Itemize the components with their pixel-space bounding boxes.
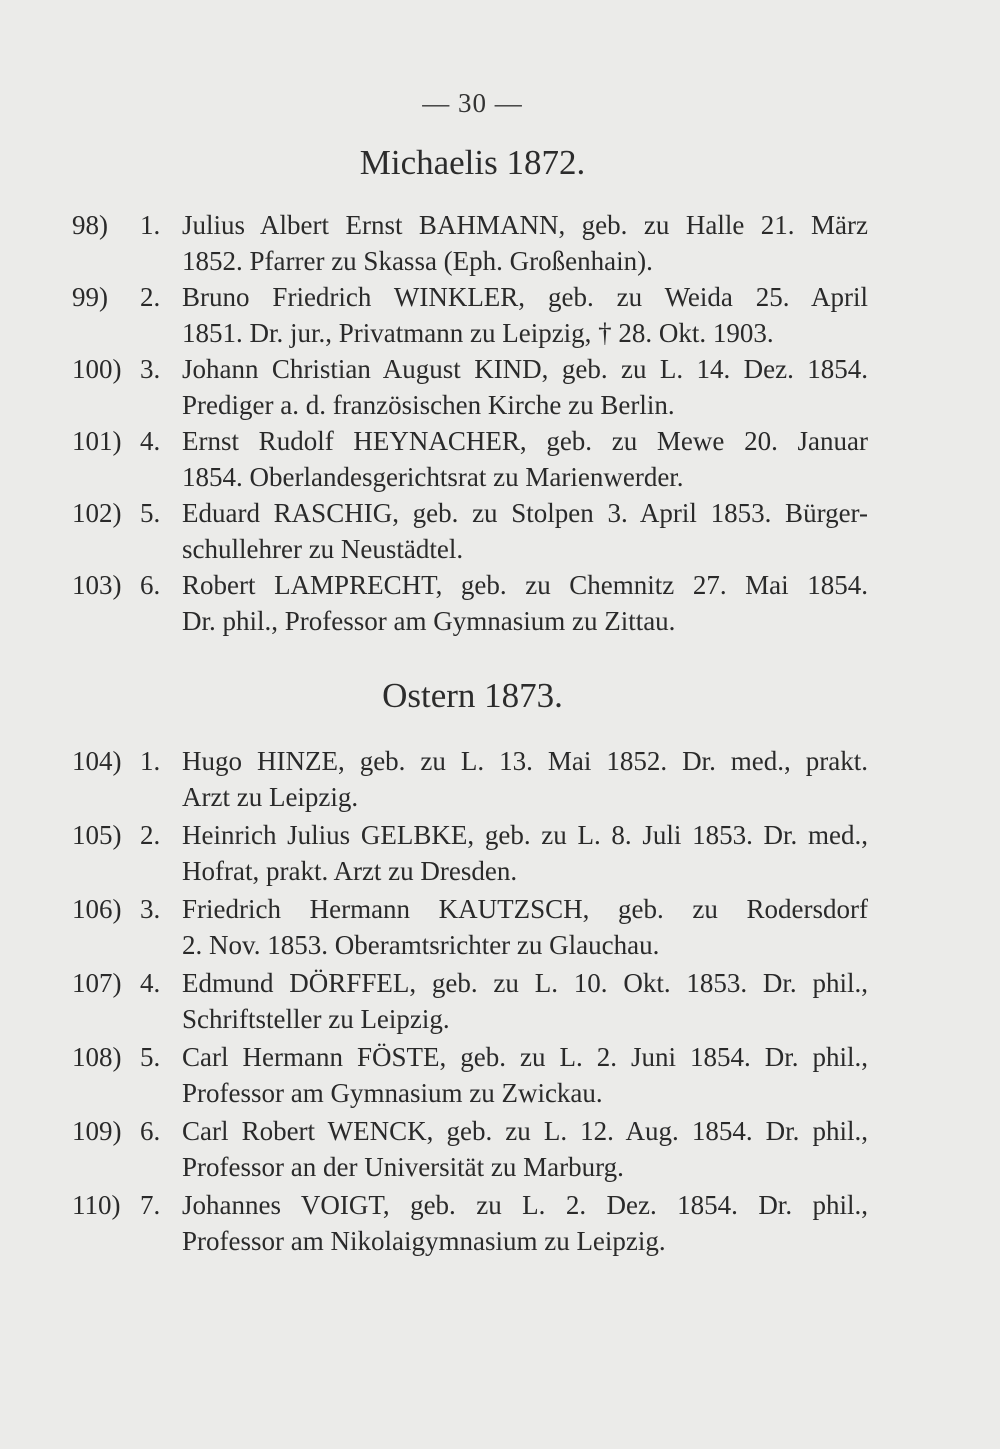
list-item bbox=[0, 1114, 1000, 1188]
entry-number: 107) bbox=[72, 968, 122, 998]
list-item bbox=[0, 1188, 1000, 1262]
entry-number: 110) bbox=[72, 1190, 121, 1220]
page-number: — 30 — bbox=[422, 88, 523, 118]
entry-line-1: Hugo HINZE, geb. zu L. 13. Mai 1852. Dr. med., prakt. bbox=[182, 746, 868, 776]
entry-subnumber: 4. bbox=[140, 426, 161, 456]
entry-number: 101) bbox=[72, 426, 122, 456]
entry-line-2: Schriftsteller zu Leipzig. bbox=[182, 1004, 450, 1034]
entry-subnumber: 3. bbox=[140, 354, 161, 384]
entry-line-2: Arzt zu Leipzig. bbox=[182, 782, 359, 812]
entry-subnumber: 7. bbox=[140, 1190, 161, 1220]
entry-number: 102) bbox=[72, 498, 122, 528]
entry-number: 103) bbox=[72, 570, 122, 600]
entry-line-2: schullehrer zu Neustädtel. bbox=[182, 534, 464, 564]
entry-number: 108) bbox=[72, 1042, 122, 1072]
entry-line-1: Friedrich Hermann KAUTZSCH, geb. zu Rodersdorf bbox=[182, 894, 868, 924]
entry-line-1: Ernst Rudolf HEYNACHER, geb. zu Mewe 20. Januar bbox=[182, 426, 868, 456]
entry-subnumber: 4. bbox=[140, 968, 161, 998]
section-heading-ostern: Ostern 1873. bbox=[382, 676, 563, 715]
entry-number: 98) bbox=[72, 210, 108, 240]
list-item bbox=[0, 424, 1000, 496]
entry-subnumber: 3. bbox=[140, 894, 161, 924]
entry-subnumber: 5. bbox=[140, 1042, 161, 1072]
entry-line-2: 1852. Pfarrer zu Skassa (Eph. Großenhain). bbox=[182, 246, 653, 276]
entry-line-2: Professor am Nikolaigymnasium zu Leipzig. bbox=[182, 1226, 666, 1256]
entry-line-1: Johann Christian August KIND, geb. zu L. 14. Dez. 1854. bbox=[182, 354, 868, 384]
list-item bbox=[0, 818, 1000, 892]
entry-number: 105) bbox=[72, 820, 122, 850]
entry-line-1: Heinrich Julius GELBKE, geb. zu L. 8. Juli 1853. Dr. med., bbox=[182, 820, 868, 850]
entry-line-2: Prediger a. d. französischen Kirche zu Berlin. bbox=[182, 390, 675, 420]
entry-line-1: Edmund DÖRFFEL, geb. zu L. 10. Okt. 1853. Dr. phil., bbox=[182, 968, 868, 998]
entry-line-2: 1854. Oberlandesgerichtsrat zu Marienwerder. bbox=[182, 462, 684, 492]
entry-subnumber: 6. bbox=[140, 570, 161, 600]
entry-subnumber: 6. bbox=[140, 1116, 161, 1146]
list-item bbox=[0, 744, 1000, 818]
entry-subnumber: 1. bbox=[140, 746, 161, 776]
list-item bbox=[0, 892, 1000, 966]
entry-line-1: Robert LAMPRECHT, geb. zu Chemnitz 27. Mai 1854. bbox=[182, 570, 868, 600]
entry-line-1: Carl Hermann FÖSTE, geb. zu L. 2. Juni 1854. Dr. phil., bbox=[182, 1042, 868, 1072]
entry-line-1: Eduard RASCHIG, geb. zu Stolpen 3. April 1853. Bürger- bbox=[182, 498, 868, 528]
entry-number: 109) bbox=[72, 1116, 122, 1146]
entry-number: 100) bbox=[72, 354, 122, 384]
entry-number: 104) bbox=[72, 746, 122, 776]
entry-line-2: Professor an der Universität zu Marburg. bbox=[182, 1152, 624, 1182]
entry-line-2: Dr. phil., Professor am Gymnasium zu Zittau. bbox=[182, 606, 676, 636]
entry-line-1: Bruno Friedrich WINKLER, geb. zu Weida 25. April bbox=[182, 282, 868, 312]
entry-line-1: Johannes VOIGT, geb. zu L. 2. Dez. 1854. Dr. phil., bbox=[182, 1190, 868, 1220]
entry-subnumber: 2. bbox=[140, 282, 161, 312]
list-item bbox=[0, 208, 1000, 280]
entry-line-2: 2. Nov. 1853. Oberamtsrichter zu Glauchau. bbox=[182, 930, 660, 960]
list-item bbox=[0, 352, 1000, 424]
entry-subnumber: 1. bbox=[140, 210, 161, 240]
entry-line-2: 1851. Dr. jur., Privatmann zu Leipzig, † 28. Okt. 1903. bbox=[182, 318, 774, 348]
list-item bbox=[0, 966, 1000, 1040]
entry-subnumber: 2. bbox=[140, 820, 161, 850]
list-item bbox=[0, 568, 1000, 640]
entry-number: 106) bbox=[72, 894, 122, 924]
entry-line-1: Carl Robert WENCK, geb. zu L. 12. Aug. 1854. Dr. phil., bbox=[182, 1116, 868, 1146]
list-item bbox=[0, 496, 1000, 568]
list-item bbox=[0, 1040, 1000, 1114]
section-heading-michaelis: Michaelis 1872. bbox=[359, 143, 586, 182]
entry-list-michaelis bbox=[0, 208, 1000, 640]
entry-line-1: Julius Albert Ernst BAHMANN, geb. zu Halle 21. März bbox=[182, 210, 868, 240]
entry-line-2: Professor am Gymnasium zu Zwickau. bbox=[182, 1078, 603, 1108]
entry-list-ostern bbox=[0, 744, 1000, 1262]
entry-subnumber: 5. bbox=[140, 498, 161, 528]
entry-line-2: Hofrat, prakt. Arzt zu Dresden. bbox=[182, 856, 518, 886]
list-item bbox=[0, 280, 1000, 352]
entry-number: 99) bbox=[72, 282, 108, 312]
